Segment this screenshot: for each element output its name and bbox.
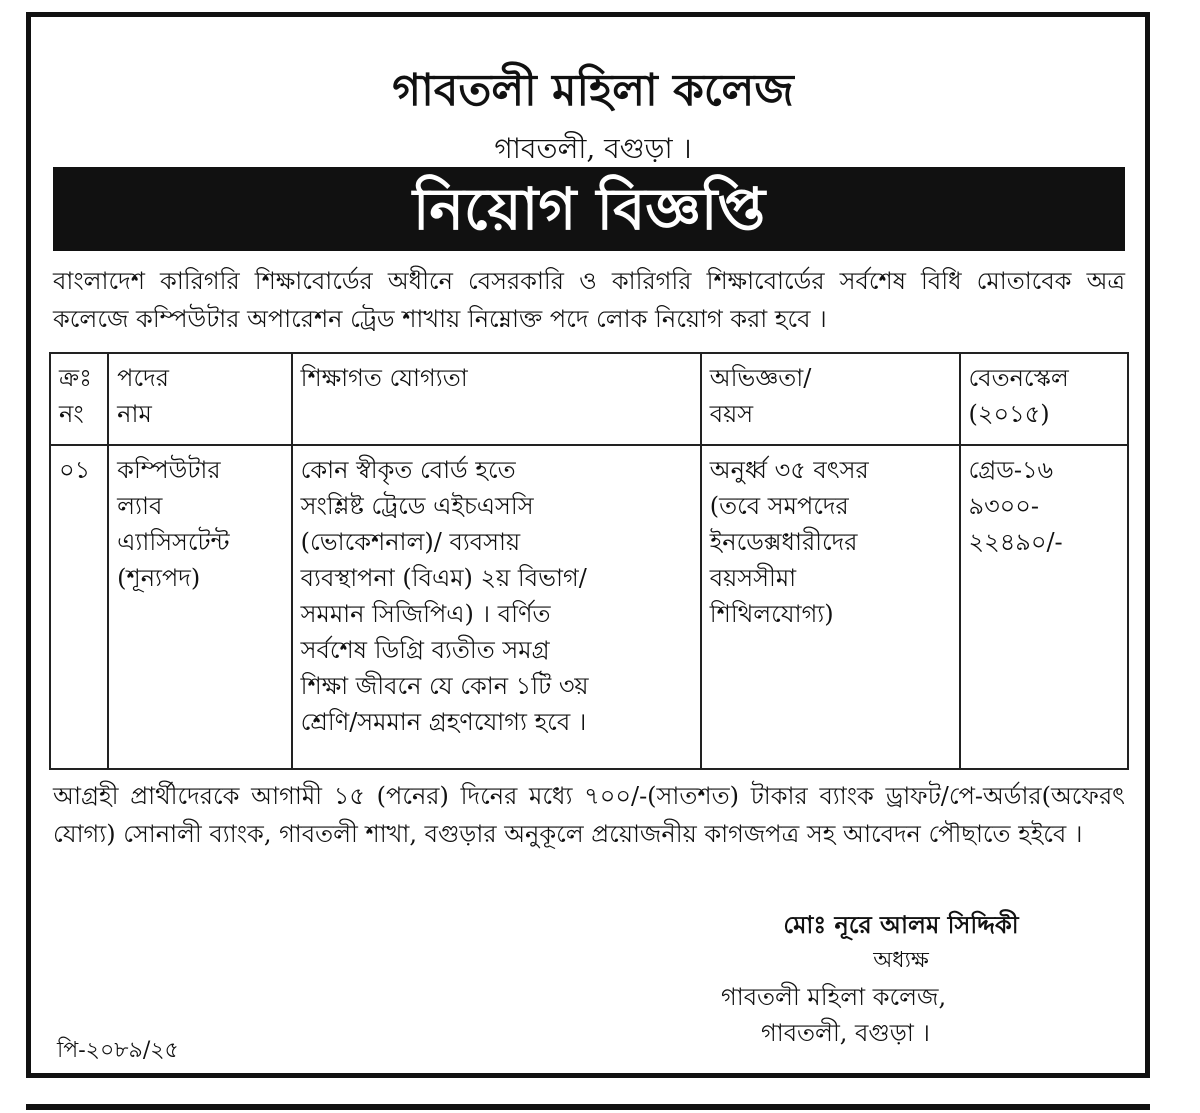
header-experience: অভিজ্ঞতা/ বয়স xyxy=(701,353,960,445)
signatory-block xyxy=(681,907,1121,1051)
table-row xyxy=(50,445,1128,769)
table-header-row xyxy=(50,353,1128,445)
application-instructions: আগ্রহী প্রার্থীদেরকে আগামী ১৫ (পনের) দিনের মধ্যে ৭০০/-(সাতশত) টাকার ব্যাংক ড্রাফট/পে-অর্ডার(অফেরৎ যোগ্য) সোনালী ব্যাংক, গাবতলী শাখা, বগুড়ার অনুকূলে প্রয়োজনীয় কাগজপত্র সহ আবেদন পৌছাতে হইবে । xyxy=(53,782,1125,848)
notice-frame xyxy=(26,12,1150,1078)
cell-serial: ০১ xyxy=(50,445,108,769)
header-serial: ক্রঃ নং xyxy=(50,353,108,445)
cell-education: কোন স্বীকৃত বোর্ড হতে সংশ্লিষ্ট ট্রেডে এইচএসসি (ভোকেশনাল)/ ব্যবসায় ব্যবস্থাপনা (বিএম) ২য় বিভাগ/ সমমান সিজিপিএ) । বর্ণিত সর্বশেষ ডিগ্রি ব্যতীত সমগ্র শিক্ষা জীবনে যে কোন ১টি ৩য় শ্রেণি/সমমান গ্রহণযোগ্য হবে । xyxy=(292,445,701,769)
cell-experience: অনুর্ধ্ব ৩৫ বৎসর (তবে সমপদের ইনডেক্সধারীদের বয়সসীমা শিথিলযোগ্য) xyxy=(701,445,960,769)
institution-location: গাবতলী, বগুড়া । xyxy=(494,132,692,165)
intro-paragraph: বাংলাদেশ কারিগরি শিক্ষাবোর্ডের অধীনে বেসরকারি ও কারিগরি শিক্ষাবোর্ডের সর্বশেষ বিধি মোতাবেক অত্র কলেজে কম্পিউটার অপারেশন ট্রেড শাখায় নিম্নোক্ত পদে লোক নিয়োগ করা হবে । xyxy=(53,267,1125,333)
header-pay-scale: বেতনস্কেল (২০১৫) xyxy=(960,353,1129,445)
signatory-address: গাবতলী, বগুড়া । xyxy=(761,1019,931,1047)
signatory-institution: গাবতলী মহিলা কলেজ, xyxy=(721,983,947,1011)
vacancy-table xyxy=(49,352,1129,770)
header-education: শিক্ষাগত যোগ্যতা xyxy=(292,353,701,445)
signatory-designation: অধ্যক্ষ xyxy=(873,948,929,973)
bottom-divider xyxy=(26,1104,1150,1110)
header-post: পদের নাম xyxy=(108,353,292,445)
cell-pay-scale: গ্রেড-১৬ ৯৩০০- ২২৪৯০/- xyxy=(960,445,1129,769)
institution-name: গাবতলী মহিলা কলেজ xyxy=(392,65,794,116)
signatory-name: মোঃ নূরে আলম সিদ্দিকী xyxy=(783,910,1019,939)
reference-number: পি-২০৮৯/২৫ xyxy=(57,1038,179,1063)
notice-title-banner: নিয়োগ বিজ্ঞপ্তি xyxy=(53,167,1125,251)
cell-post: কম্পিউটার ল্যাব এ্যাসিসটেন্ট (শূন্যপদ) xyxy=(108,445,292,769)
